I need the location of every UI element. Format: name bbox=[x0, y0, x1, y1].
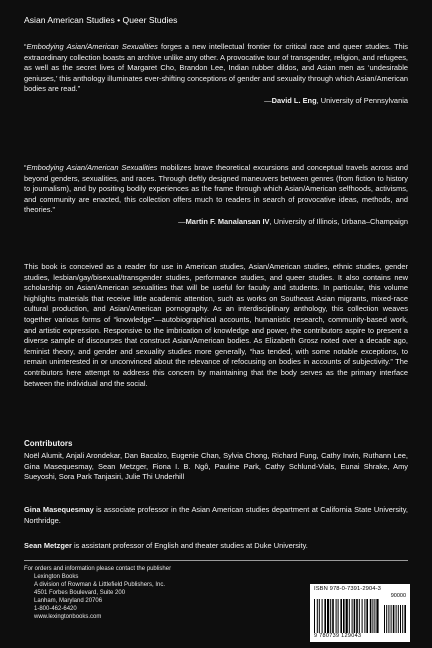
barcode-bar bbox=[372, 599, 373, 633]
barcode-bar bbox=[338, 599, 339, 633]
contributors-list: Noël Alumit, Anjali Arondekar, Dan Bacalzo, Eugenie Chan, Sylvia Chong, Richard Fung, Cathy Irwin, Ruthann Lee, Gina Masequesmay, Sean Metzger, Fiona I. B. Ngô, Pauline Park, Cathy Schlund-Vials, Eunai Shrake, Amy Sueyoshi, Sora Park Tanjasiri, Julie Thi Underhill bbox=[24, 451, 408, 482]
editor-name: Gina Masequesmay bbox=[24, 505, 94, 514]
barcode-bar bbox=[359, 599, 360, 633]
quote-affiliation: , University of Illinois, Urbana–Champaign bbox=[269, 216, 408, 226]
quote-text: forges a new intellectual frontier for critical race and queer studies. This extraordinary collection boasts an archive unlike any other. A provocative tour of transgender, religion, and refugees, as well as the secret lives of Margaret Cho, Brandon Lee, Indian rubber dildos, and Asian men as ‘undesirable geniuses,’ this anthology illuminates ever-shifting conceptions of gender and sexuality through which Asian/American bodies are read.” bbox=[24, 42, 408, 94]
barcode-bar bbox=[340, 599, 342, 633]
editor-bio-2 bbox=[24, 541, 408, 552]
category-line: Asian American Studies • Queer Studies bbox=[24, 15, 178, 25]
barcode-bar bbox=[327, 599, 329, 633]
quote-open-mark: “ bbox=[24, 42, 27, 51]
barcode-bar bbox=[322, 599, 323, 633]
publisher-address: 4501 Forbes Boulevard, Suite 200 bbox=[34, 590, 126, 596]
barcode-bar bbox=[384, 605, 385, 633]
book-description: This book is conceived as a reader for use in American studies, Asian/American studies, ethnic studies, gender studies, lesbian/gay/bisexual/transgender studies, performance studies, and queer studies. It also contains new scholarship on Asian/American sexualities that will be useful for faculty and students. In particular, this volume highlights materials that receive little academic attention, such as works on Southeast Asian migrants, mixed-race cultural production, and Asian/American pornography. As an interdisciplinary anthology, this collection weaves together various forms of “knowledge”—autobiographical accounts, humanistic research, community-based work, and artistic expression. Responsive to the imbrication of knowledge and power, the contributors aspire to present a diverse sample of discourses that construct Asian/American bodies. As Elizabeth Grosz noted over a decade ago, feminist theory, and gender and sexuality studies more generally, “has tended, with some notable exceptions, to remain uninterested in or unconvinced about the relevance of refocusing on bodies in accounts of subjectivity.” The contributors here attempt to address this concern by maintaining that the body serves as the primary interface between the individual and the social. bbox=[24, 262, 408, 388]
publisher-division: A division of Rowman & Littlefield Publishers, Inc. bbox=[34, 582, 166, 588]
barcode-bar bbox=[374, 599, 375, 633]
editor-bio-1 bbox=[24, 505, 408, 526]
barcode-bar bbox=[400, 605, 401, 633]
book-title-italic: Embodying Asian/American Sexualities bbox=[26, 163, 158, 172]
barcode-bar bbox=[376, 599, 378, 633]
barcode-bar bbox=[396, 605, 397, 633]
contributors-heading: Contributors bbox=[24, 439, 73, 448]
barcode-number: 9 780739 129043 bbox=[314, 633, 362, 639]
quote-affiliation: , University of Pennsylvania bbox=[316, 95, 408, 105]
barcode-bar bbox=[386, 605, 387, 633]
quote-attribution: —David L. Eng, University of Pennsylvania bbox=[264, 95, 408, 105]
barcode-bar bbox=[314, 599, 315, 633]
barcode-bar bbox=[343, 599, 345, 633]
quote-text: mobilizes brave theoretical excursions and conceptual travels across and beyond genders, sexualities, and races. Through deftly designed maneuvers between genres (from fiction to history to journalism), and by positing bodily experiences as the frame through which Asian/American selfhoods, activisms, and community are enacted, this collection offers much to readers in search of provocative ideas, methods, and theories.” bbox=[24, 163, 408, 215]
barcode-bar bbox=[332, 599, 334, 633]
publisher-contact-line: For orders and information please contact the publisher bbox=[24, 566, 172, 572]
barcode-bar bbox=[370, 599, 372, 633]
editor-bio-text: is assistant professor of English and theater studies at Duke University. bbox=[71, 541, 308, 550]
isbn-barcode bbox=[310, 584, 410, 642]
publisher-phone: 1-800-462-6420 bbox=[34, 606, 77, 612]
barcode-bars-icon bbox=[314, 599, 406, 633]
price-code: 90000 bbox=[390, 593, 406, 599]
barcode-bar bbox=[402, 605, 403, 633]
barcode-bar bbox=[398, 605, 399, 633]
publisher-name: Lexington Books bbox=[34, 574, 79, 580]
barcode-bar bbox=[352, 599, 353, 633]
barcode-bar bbox=[404, 605, 406, 633]
publisher-city: Lanham, Maryland 20706 bbox=[34, 598, 103, 604]
publisher-website: www.lexingtonbooks.com bbox=[34, 614, 102, 620]
barcode-bar bbox=[388, 605, 389, 633]
barcode-bar bbox=[324, 599, 326, 633]
divider-rule bbox=[24, 560, 408, 561]
quote-author: David L. Eng bbox=[271, 95, 317, 105]
book-title-italic: Embodying Asian/American Sexualities bbox=[26, 42, 158, 51]
barcode-bar bbox=[391, 605, 392, 633]
barcode-bar bbox=[330, 599, 331, 633]
barcode-bar bbox=[346, 599, 348, 633]
barcode-bar bbox=[317, 599, 318, 633]
barcode-bar bbox=[364, 599, 365, 633]
quote-attribution: —Martin F. Manalansan IV, University of Illinois, Urbana–Champaign bbox=[178, 216, 408, 226]
barcode-bar bbox=[366, 599, 368, 633]
endorsement-quote-2 bbox=[24, 163, 408, 228]
isbn-text: ISBN 978-0-7391-2904-3 bbox=[314, 586, 381, 592]
editor-bio-text: is associate professor in the Asian American studies department at California State University, Northridge. bbox=[24, 505, 408, 525]
quote-open-mark: “ bbox=[24, 163, 27, 172]
barcode-bar bbox=[356, 599, 358, 633]
barcode-bar bbox=[349, 599, 350, 633]
barcode-bar bbox=[393, 605, 395, 633]
barcode-bar bbox=[319, 599, 320, 633]
barcode-bar bbox=[336, 599, 337, 633]
endorsement-quote-1 bbox=[24, 42, 408, 107]
barcode-bar bbox=[362, 599, 363, 633]
quote-author: Martin F. Manalansan IV bbox=[185, 216, 270, 226]
barcode-bar bbox=[354, 599, 356, 633]
editor-name: Sean Metzger bbox=[24, 541, 72, 550]
publisher-info bbox=[24, 565, 171, 621]
